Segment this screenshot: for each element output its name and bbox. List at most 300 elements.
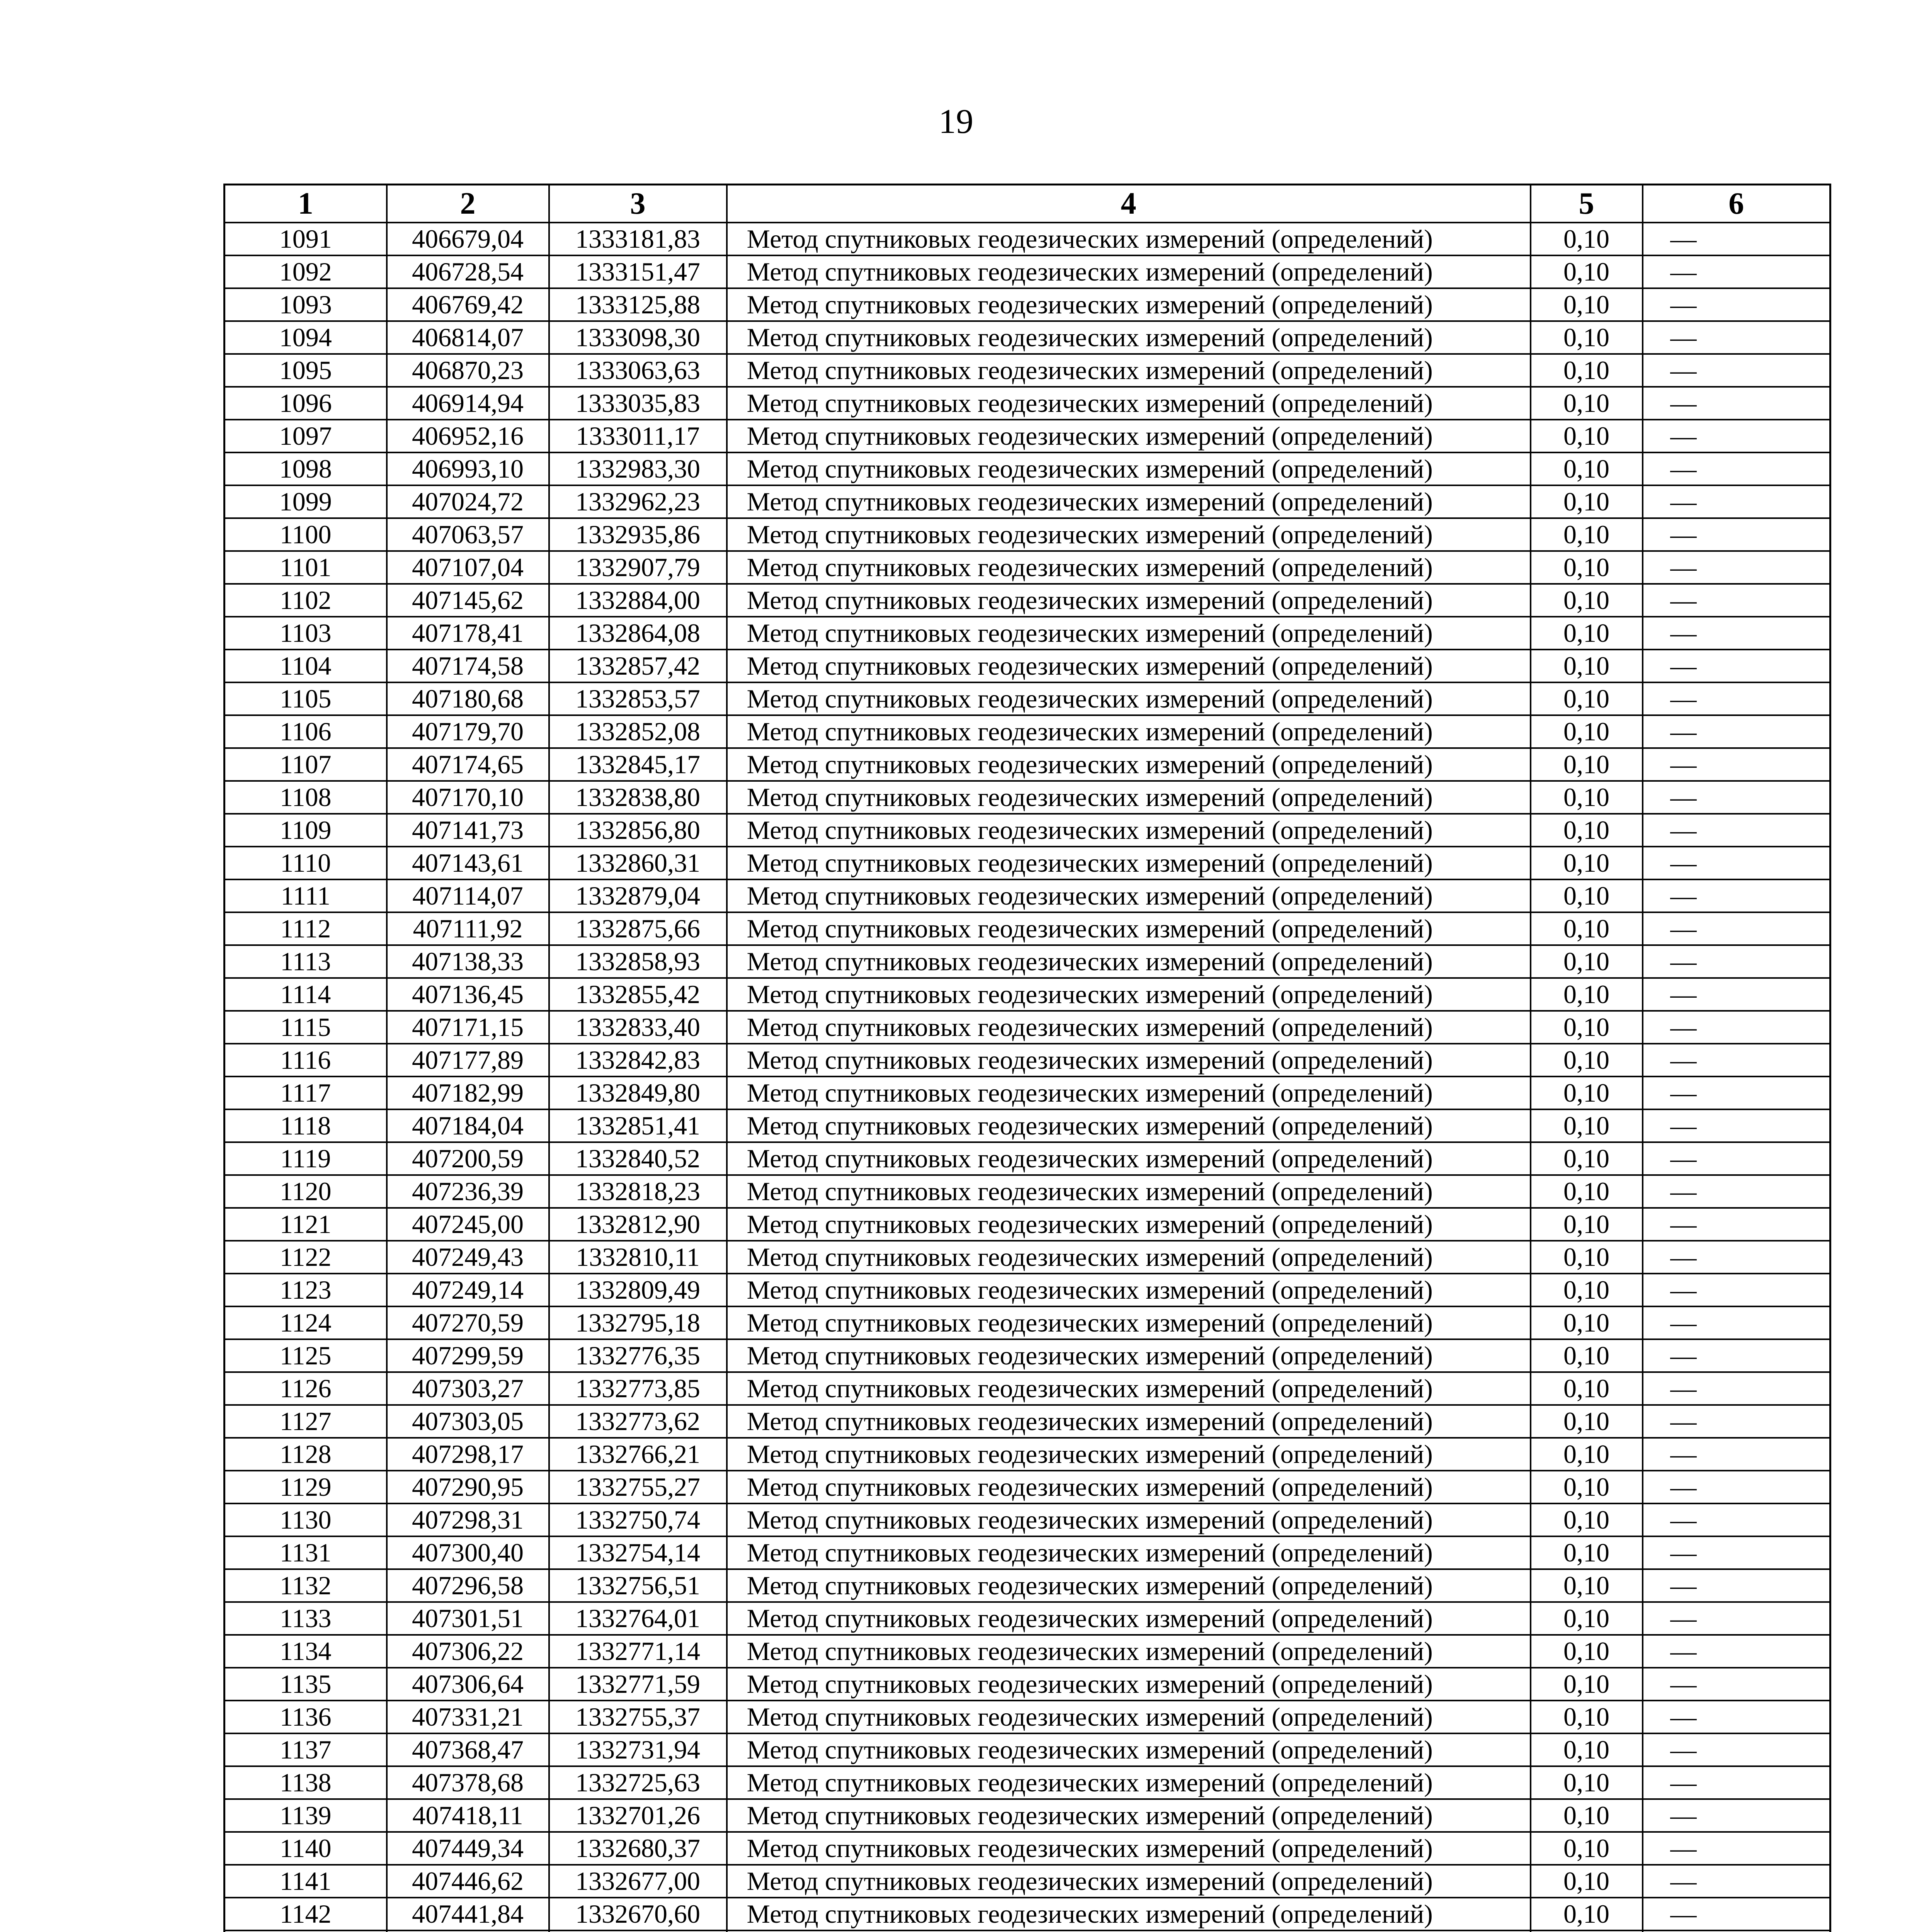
cell-coord-y: 1332809,49	[549, 1274, 727, 1306]
cell-coord-x: 407296,58	[387, 1569, 549, 1602]
table-row	[225, 551, 1830, 584]
cell-method: Метод спутниковых геодезических измерений (определений)	[727, 485, 1531, 518]
cell-coord-x: 407174,58	[387, 650, 549, 682]
cell-method: Метод спутниковых геодезических измерений (определений)	[727, 650, 1531, 682]
cell-accuracy: 0,10	[1531, 1602, 1643, 1635]
cell-coord-x: 407145,62	[387, 584, 549, 617]
table-row	[225, 978, 1830, 1011]
cell-point-number: 1112	[225, 912, 387, 945]
table-row	[225, 1668, 1830, 1701]
cell-note: —	[1643, 1865, 1830, 1898]
table-row	[225, 715, 1830, 748]
cell-note: —	[1643, 978, 1830, 1011]
cell-coord-x: 407138,33	[387, 945, 549, 978]
table-row	[225, 1536, 1830, 1569]
cell-point-number: 1133	[225, 1602, 387, 1635]
cell-point-number: 1101	[225, 551, 387, 584]
cell-accuracy: 0,10	[1531, 452, 1643, 485]
cell-accuracy: 0,10	[1531, 1306, 1643, 1339]
table-row	[225, 1865, 1830, 1898]
cell-coord-y: 1332680,37	[549, 1832, 727, 1865]
cell-point-number: 1125	[225, 1339, 387, 1372]
table-row	[225, 1142, 1830, 1175]
cell-method: Метод спутниковых геодезических измерений (определений)	[727, 1635, 1531, 1668]
cell-coord-y: 1332776,35	[549, 1339, 727, 1372]
cell-note: —	[1643, 912, 1830, 945]
cell-method: Метод спутниковых геодезических измерений (определений)	[727, 288, 1531, 321]
table-row	[225, 518, 1830, 551]
cell-point-number: 1102	[225, 584, 387, 617]
table-row	[225, 1503, 1830, 1536]
cell-accuracy: 0,10	[1531, 1471, 1643, 1503]
cell-method: Метод спутниковых геодезических измерений (определений)	[727, 1503, 1531, 1536]
cell-method: Метод спутниковых геодезических измерений (определений)	[727, 551, 1531, 584]
table-row	[225, 1274, 1830, 1306]
cell-coord-x: 407179,70	[387, 715, 549, 748]
cell-accuracy: 0,10	[1531, 1011, 1643, 1044]
cell-note: —	[1643, 1438, 1830, 1471]
cell-coord-x: 407177,89	[387, 1044, 549, 1077]
page-number: 19	[939, 102, 973, 141]
cell-method: Метод спутниковых геодезических измерений (определений)	[727, 781, 1531, 814]
cell-coord-x: 407141,73	[387, 814, 549, 847]
table-row	[225, 387, 1830, 420]
cell-point-number: 1121	[225, 1208, 387, 1241]
cell-point-number: 1128	[225, 1438, 387, 1471]
cell-coord-y: 1332833,40	[549, 1011, 727, 1044]
table-row	[225, 485, 1830, 518]
table-row	[225, 1011, 1830, 1044]
table-row	[225, 1930, 1830, 1932]
cell-accuracy: 0,10	[1531, 1536, 1643, 1569]
table-row	[225, 1339, 1830, 1372]
table-row	[225, 354, 1830, 387]
cell-accuracy: 0,10	[1531, 1109, 1643, 1142]
cell-coord-x: 406769,42	[387, 288, 549, 321]
cell-method: Метод спутниковых геодезических измерений (определений)	[727, 748, 1531, 781]
cell-point-number: 1140	[225, 1832, 387, 1865]
cell-coord-x: 407249,43	[387, 1241, 549, 1274]
cell-method: Метод спутниковых геодезических измерений (определений)	[727, 1602, 1531, 1635]
header-col-6: 6	[1643, 185, 1830, 223]
cell-point-number: 1131	[225, 1536, 387, 1569]
cell-accuracy: 0,10	[1531, 945, 1643, 978]
cell-coord-x: 407300,40	[387, 1536, 549, 1569]
coordinates-table	[223, 184, 1831, 1932]
cell-accuracy: 0,10	[1531, 879, 1643, 912]
cell-note: —	[1643, 584, 1830, 617]
cell-method: Метод спутниковых геодезических измерений (определений)	[727, 1471, 1531, 1503]
cell-accuracy: 0,10	[1531, 1569, 1643, 1602]
cell-coord-y: 1332725,63	[549, 1766, 727, 1799]
cell-coord-x: 407200,59	[387, 1142, 549, 1175]
cell-point-number	[225, 1930, 387, 1932]
cell-method: Метод спутниковых геодезических измерений (определений)	[727, 1898, 1531, 1930]
cell-coord-x: 406728,54	[387, 255, 549, 288]
cell-method: Метод спутниковых геодезических измерений (определений)	[727, 1438, 1531, 1471]
cell-accuracy: 0,10	[1531, 1142, 1643, 1175]
cell-note: —	[1643, 551, 1830, 584]
cell-note: —	[1643, 1142, 1830, 1175]
table-row	[225, 945, 1830, 978]
cell-coord-x: 406679,04	[387, 223, 549, 255]
cell-method: Метод спутниковых геодезических измерений (определений)	[727, 420, 1531, 452]
cell-coord-y: 1332764,01	[549, 1602, 727, 1635]
cell-point-number: 1129	[225, 1471, 387, 1503]
cell-accuracy: 0,10	[1531, 1175, 1643, 1208]
cell-note: —	[1643, 1274, 1830, 1306]
cell-note: —	[1643, 1175, 1830, 1208]
cell-method: Метод спутниковых геодезических измерений (определений)	[727, 1569, 1531, 1602]
cell-coord-x: 407174,65	[387, 748, 549, 781]
cell-method: Метод спутниковых геодезических измерений (определений)	[727, 452, 1531, 485]
cell-coord-x: 407298,31	[387, 1503, 549, 1536]
cell-coord-y: 1332935,86	[549, 518, 727, 551]
cell-point-number: 1109	[225, 814, 387, 847]
cell-accuracy: 0,10	[1531, 748, 1643, 781]
cell-note: —	[1643, 485, 1830, 518]
cell-coord-y: 1332856,80	[549, 814, 727, 847]
cell-note: —	[1643, 1405, 1830, 1438]
cell-accuracy: 0,10	[1531, 1668, 1643, 1701]
cell-method: Метод спутниковых геодезических измерений (определений)	[727, 1208, 1531, 1241]
cell-point-number: 1117	[225, 1077, 387, 1109]
cell-note: —	[1643, 1011, 1830, 1044]
table-row	[225, 1438, 1830, 1471]
cell-point-number: 1093	[225, 288, 387, 321]
cell-method: Метод спутниковых геодезических измерений (определений)	[727, 814, 1531, 847]
cell-point-number: 1123	[225, 1274, 387, 1306]
cell-coord-x: 407418,11	[387, 1799, 549, 1832]
cell-accuracy	[1531, 1930, 1643, 1932]
cell-coord-x: 407298,17	[387, 1438, 549, 1471]
cell-note: —	[1643, 1635, 1830, 1668]
cell-coord-x: 407170,10	[387, 781, 549, 814]
cell-method: Метод спутниковых геодезических измерений (определений)	[727, 1733, 1531, 1766]
cell-coord-y: 1332795,18	[549, 1306, 727, 1339]
cell-method: Метод спутниковых геодезических измерений (определений)	[727, 1536, 1531, 1569]
cell-coord-y: 1332853,57	[549, 682, 727, 715]
cell-point-number: 1096	[225, 387, 387, 420]
cell-note: —	[1643, 223, 1830, 255]
cell-coord-x: 407180,68	[387, 682, 549, 715]
cell-coord-x: 407178,41	[387, 617, 549, 650]
cell-coord-y: 1332838,80	[549, 781, 727, 814]
cell-coord-x: 407368,47	[387, 1733, 549, 1766]
cell-point-number: 1095	[225, 354, 387, 387]
table-row	[225, 1635, 1830, 1668]
cell-note: —	[1643, 321, 1830, 354]
cell-accuracy: 0,10	[1531, 1438, 1643, 1471]
cell-method	[727, 1930, 1531, 1932]
cell-note: —	[1643, 1832, 1830, 1865]
table-row	[225, 1077, 1830, 1109]
cell-accuracy: 0,10	[1531, 255, 1643, 288]
cell-note: —	[1643, 387, 1830, 420]
table-row	[225, 223, 1830, 255]
cell-coord-x: 406993,10	[387, 452, 549, 485]
cell-point-number: 1097	[225, 420, 387, 452]
cell-coord-x: 407303,05	[387, 1405, 549, 1438]
table-row	[225, 1602, 1830, 1635]
cell-coord-y: 1333151,47	[549, 255, 727, 288]
cell-point-number: 1118	[225, 1109, 387, 1142]
cell-coord-y: 1332750,74	[549, 1503, 727, 1536]
cell-coord-y: 1332855,42	[549, 978, 727, 1011]
cell-point-number: 1100	[225, 518, 387, 551]
cell-note: —	[1643, 452, 1830, 485]
cell-accuracy: 0,10	[1531, 1832, 1643, 1865]
cell-accuracy: 0,10	[1531, 912, 1643, 945]
cell-coord-y: 1332845,17	[549, 748, 727, 781]
cell-accuracy: 0,10	[1531, 1701, 1643, 1733]
cell-coord-y: 1332860,31	[549, 847, 727, 879]
cell-method: Метод спутниковых геодезических измерений (определений)	[727, 1306, 1531, 1339]
cell-note: —	[1643, 1306, 1830, 1339]
cell-coord-y: 1332731,94	[549, 1733, 727, 1766]
cell-coord-y: 1332773,62	[549, 1405, 727, 1438]
cell-accuracy: 0,10	[1531, 223, 1643, 255]
cell-point-number: 1099	[225, 485, 387, 518]
cell-coord-x: 407136,45	[387, 978, 549, 1011]
cell-accuracy: 0,10	[1531, 1077, 1643, 1109]
cell-accuracy: 0,10	[1531, 1865, 1643, 1898]
cell-accuracy: 0,10	[1531, 1372, 1643, 1405]
cell-coord-x: 407299,59	[387, 1339, 549, 1372]
cell-point-number: 1114	[225, 978, 387, 1011]
cell-point-number: 1139	[225, 1799, 387, 1832]
cell-accuracy: 0,10	[1531, 420, 1643, 452]
header-col-4: 4	[727, 185, 1531, 223]
table-row	[225, 1044, 1830, 1077]
cell-coord-x: 407378,68	[387, 1766, 549, 1799]
cell-accuracy: 0,10	[1531, 321, 1643, 354]
cell-point-number: 1136	[225, 1701, 387, 1733]
cell-point-number: 1132	[225, 1569, 387, 1602]
table-row	[225, 1799, 1830, 1832]
cell-coord-y: 1332875,66	[549, 912, 727, 945]
cell-point-number: 1134	[225, 1635, 387, 1668]
cell-point-number: 1113	[225, 945, 387, 978]
table-row	[225, 650, 1830, 682]
cell-note: —	[1643, 255, 1830, 288]
cell-method: Метод спутниковых геодезических измерений (определений)	[727, 1175, 1531, 1208]
cell-note: —	[1643, 1208, 1830, 1241]
cell-accuracy: 0,10	[1531, 387, 1643, 420]
cell-method: Метод спутниковых геодезических измерений (определений)	[727, 1668, 1531, 1701]
cell-point-number: 1122	[225, 1241, 387, 1274]
cell-note: —	[1643, 1372, 1830, 1405]
cell-method: Метод спутниковых геодезических измерений (определений)	[727, 912, 1531, 945]
header-col-2: 2	[387, 185, 549, 223]
table-row	[225, 879, 1830, 912]
cell-note: —	[1643, 1109, 1830, 1142]
cell-note: —	[1643, 354, 1830, 387]
cell-coord-y: 1332677,00	[549, 1865, 727, 1898]
cell-coord-x: 406814,07	[387, 321, 549, 354]
cell-method: Метод спутниковых геодезических измерений (определений)	[727, 321, 1531, 354]
cell-note: —	[1643, 1536, 1830, 1569]
cell-method: Метод спутниковых геодезических измерений (определений)	[727, 354, 1531, 387]
cell-accuracy: 0,10	[1531, 650, 1643, 682]
cell-method: Метод спутниковых геодезических измерений (определений)	[727, 1832, 1531, 1865]
table-row	[225, 1898, 1830, 1930]
cell-method: Метод спутниковых геодезических измерений (определений)	[727, 1142, 1531, 1175]
cell-method: Метод спутниковых геодезических измерений (определений)	[727, 223, 1531, 255]
cell-coord-y: 1332983,30	[549, 452, 727, 485]
cell-coord-y: 1332810,11	[549, 1241, 727, 1274]
cell-note: —	[1643, 650, 1830, 682]
cell-accuracy: 0,10	[1531, 1766, 1643, 1799]
cell-coord-y: 1332755,37	[549, 1701, 727, 1733]
cell-coord-x: 407182,99	[387, 1077, 549, 1109]
cell-method: Метод спутниковых геодезических измерений (определений)	[727, 1109, 1531, 1142]
cell-method: Метод спутниковых геодезических измерений (определений)	[727, 1241, 1531, 1274]
cell-coord-y: 1332849,80	[549, 1077, 727, 1109]
cell-point-number: 1107	[225, 748, 387, 781]
cell-method: Метод спутниковых геодезических измерений (определений)	[727, 945, 1531, 978]
cell-coord-y: 1333035,83	[549, 387, 727, 420]
cell-coord-x: 407290,95	[387, 1471, 549, 1503]
cell-coord-x: 406914,94	[387, 387, 549, 420]
table-row	[225, 682, 1830, 715]
cell-coord-y: 1332864,08	[549, 617, 727, 650]
table-row	[225, 1241, 1830, 1274]
cell-method: Метод спутниковых геодезических измерений (определений)	[727, 1799, 1531, 1832]
cell-method: Метод спутниковых геодезических измерений (определений)	[727, 978, 1531, 1011]
cell-method: Метод спутниковых геодезических измерений (определений)	[727, 1274, 1531, 1306]
cell-coord-y: 1332754,14	[549, 1536, 727, 1569]
cell-coord-x: 407114,07	[387, 879, 549, 912]
cell-point-number: 1119	[225, 1142, 387, 1175]
cell-coord-y: 1332907,79	[549, 551, 727, 584]
table-row	[225, 617, 1830, 650]
table-row	[225, 255, 1830, 288]
table-row	[225, 1733, 1830, 1766]
cell-coord-x: 407446,62	[387, 1865, 549, 1898]
header-col-1: 1	[225, 185, 387, 223]
cell-point-number: 1137	[225, 1733, 387, 1766]
cell-note: —	[1643, 1602, 1830, 1635]
header-col-3: 3	[549, 185, 727, 223]
cell-accuracy: 0,10	[1531, 1274, 1643, 1306]
table-row	[225, 452, 1830, 485]
cell-coord-y: 1332962,23	[549, 485, 727, 518]
cell-method: Метод спутниковых геодезических измерений (определений)	[727, 1865, 1531, 1898]
cell-point-number: 1110	[225, 847, 387, 879]
cell-accuracy: 0,10	[1531, 1339, 1643, 1372]
cell-accuracy: 0,10	[1531, 978, 1643, 1011]
cell-point-number: 1092	[225, 255, 387, 288]
cell-coord-x: 407236,39	[387, 1175, 549, 1208]
cell-point-number: 1115	[225, 1011, 387, 1044]
cell-coord-x: 407111,92	[387, 912, 549, 945]
cell-method: Метод спутниковых геодезических измерений (определений)	[727, 1372, 1531, 1405]
table-row	[225, 584, 1830, 617]
cell-note: —	[1643, 1799, 1830, 1832]
table-row	[225, 1109, 1830, 1142]
cell-coord-y: 1332755,27	[549, 1471, 727, 1503]
cell-point-number: 1105	[225, 682, 387, 715]
cell-coord-y: 1332858,93	[549, 945, 727, 978]
cell-accuracy: 0,10	[1531, 1898, 1643, 1930]
cell-coord-y: 1332852,08	[549, 715, 727, 748]
cell-coord-y: 1332851,41	[549, 1109, 727, 1142]
cell-note: —	[1643, 748, 1830, 781]
cell-note: —	[1643, 1503, 1830, 1536]
cell-coord-y: 1333063,63	[549, 354, 727, 387]
cell-note: —	[1643, 1241, 1830, 1274]
cell-note: —	[1643, 1471, 1830, 1503]
cell-accuracy: 0,10	[1531, 1241, 1643, 1274]
cell-coord-y: 1332842,83	[549, 1044, 727, 1077]
cell-note: —	[1643, 1569, 1830, 1602]
cell-coord-x: 407063,57	[387, 518, 549, 551]
cell-point-number: 1130	[225, 1503, 387, 1536]
cell-accuracy: 0,10	[1531, 551, 1643, 584]
cell-coord-x: 407245,00	[387, 1208, 549, 1241]
cell-note: —	[1643, 814, 1830, 847]
cell-coord-y: 1332701,26	[549, 1799, 727, 1832]
cell-accuracy: 0,10	[1531, 1733, 1643, 1766]
table-body	[225, 223, 1830, 1932]
cell-method: Метод спутниковых геодезических измерений (определений)	[727, 879, 1531, 912]
cell-coord-x: 407270,59	[387, 1306, 549, 1339]
cell-accuracy: 0,10	[1531, 584, 1643, 617]
cell-note: —	[1643, 847, 1830, 879]
cell-method: Метод спутниковых геодезических измерений (определений)	[727, 1405, 1531, 1438]
cell-method: Метод спутниковых геодезических измерений (определений)	[727, 518, 1531, 551]
cell-coord-x: 407303,27	[387, 1372, 549, 1405]
cell-method: Метод спутниковых геодезических измерений (определений)	[727, 255, 1531, 288]
cell-coord-y: 1333011,17	[549, 420, 727, 452]
header-col-5: 5	[1531, 185, 1643, 223]
cell-accuracy: 0,10	[1531, 1635, 1643, 1668]
cell-coord-y: 1332840,52	[549, 1142, 727, 1175]
cell-coord-x: 406870,23	[387, 354, 549, 387]
cell-accuracy: 0,10	[1531, 847, 1643, 879]
cell-coord-x: 406952,16	[387, 420, 549, 452]
cell-note: —	[1643, 1766, 1830, 1799]
cell-coord-x: 407306,22	[387, 1635, 549, 1668]
cell-coord-y: 1332879,04	[549, 879, 727, 912]
cell-point-number: 1091	[225, 223, 387, 255]
cell-point-number: 1126	[225, 1372, 387, 1405]
table-row	[225, 1175, 1830, 1208]
cell-coord-x: 407143,61	[387, 847, 549, 879]
cell-point-number: 1138	[225, 1766, 387, 1799]
table-row	[225, 1766, 1830, 1799]
cell-coord-y: 1332771,59	[549, 1668, 727, 1701]
table-row	[225, 1701, 1830, 1733]
cell-point-number: 1141	[225, 1865, 387, 1898]
cell-note: —	[1643, 1077, 1830, 1109]
cell-coord-x	[387, 1930, 549, 1932]
cell-point-number: 1135	[225, 1668, 387, 1701]
cell-point-number: 1094	[225, 321, 387, 354]
cell-coord-y: 1332670,60	[549, 1898, 727, 1930]
cell-coord-x: 407184,04	[387, 1109, 549, 1142]
cell-coord-y: 1332773,85	[549, 1372, 727, 1405]
table-row	[225, 1471, 1830, 1503]
cell-note: —	[1643, 518, 1830, 551]
cell-point-number: 1103	[225, 617, 387, 650]
cell-method: Метод спутниковых геодезических измерений (определений)	[727, 715, 1531, 748]
cell-point-number: 1111	[225, 879, 387, 912]
table-row	[225, 781, 1830, 814]
cell-accuracy: 0,10	[1531, 682, 1643, 715]
cell-coord-y: 1333181,83	[549, 223, 727, 255]
